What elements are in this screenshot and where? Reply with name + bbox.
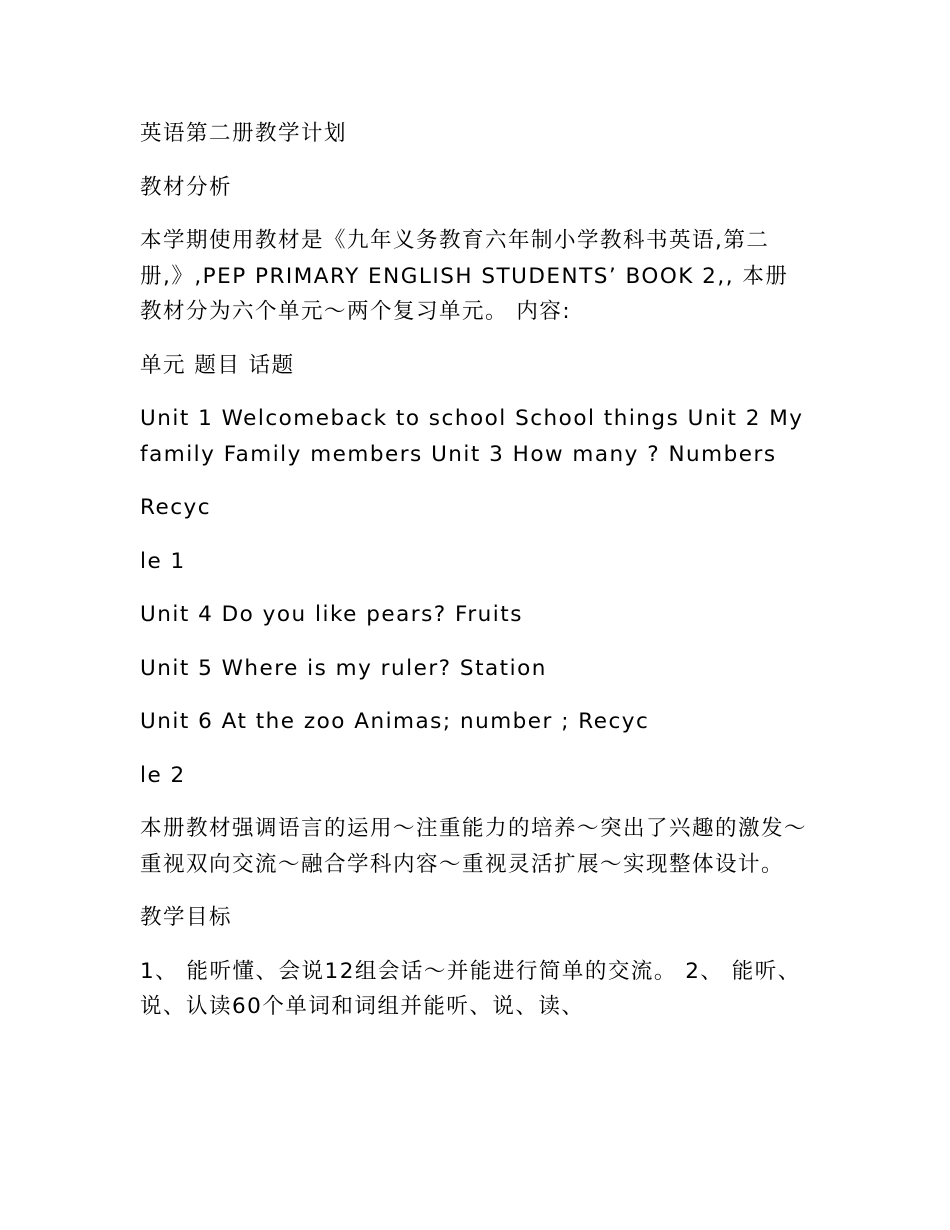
goals-paragraph: 1、 能听懂、会说12组会话～并能进行简单的交流。 2、 能听、说、认读60个单词和词组并能听、说、读、: [140, 958, 801, 1019]
recycle-1-part-b: le 1: [140, 548, 186, 574]
unit-4-line: Unit 4 Do you like pears? Fruits: [140, 602, 523, 627]
heading-material-analysis: 教材分析: [140, 174, 233, 200]
emphasis-paragraph: 本册教材强调语言的运用～注重能力的培养～突出了兴趣的激发～重视双向交流～融合学科内容～重视灵活扩展～实现整体设计。: [140, 816, 808, 877]
heading-teaching-goals: 教学目标: [140, 905, 233, 930]
recycle-1-part-a: Recyc: [140, 495, 212, 520]
document-page: [140, 116, 810, 1043]
units-block-1: Unit 1 Welcomeback to school School things Unit 2 My family Family members Unit 3 How many ? Numbers: [140, 406, 804, 467]
document-title: 英语第二册教学计划: [140, 121, 348, 146]
intro-paragraph: 本学期使用教材是《九年义务教育六年制小学教科书英语,第二册,》,PEP PRIMARY ENGLISH STUDENTS’ BOOK 2,, 本册教材分为六个单元～两个复习单元。 内容:: [140, 228, 789, 324]
table-header: 单元 题目 话题: [140, 352, 295, 378]
recycle-2-part-b: le 2: [140, 762, 186, 788]
unit-6-line: Unit 6 At the zoo Animas; number ; Recyc: [140, 709, 650, 734]
unit-5-line: Unit 5 Where is my ruler? Station: [140, 655, 547, 681]
